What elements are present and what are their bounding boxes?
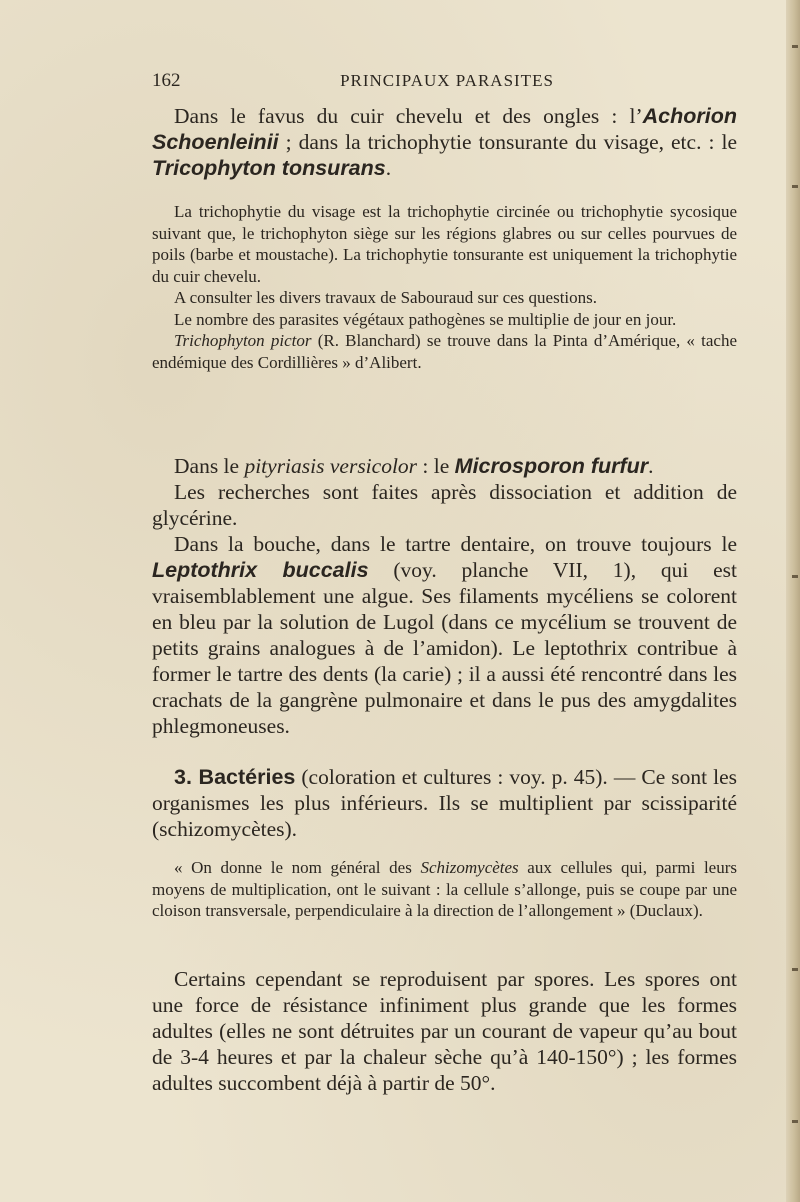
note-paragraph: Trichophyton pictor (R. Blanchard) se trouve dans la Pinta d’Amérique, « tache endémique des Cordillières » d’Alibert.	[152, 331, 737, 372]
duclaux-quote: « On donne le nom général des Schizomycètes aux cellules qui, parmi leurs moyens de multiplication, ont le suivant : la cellule s’allonge, puis se coupe par une cloison transversale, perpendiculaire à la direction de l’allongement » (Duclaux).	[152, 858, 738, 920]
page-edge-mark	[792, 968, 798, 971]
note-paragraph: Le nombre des parasites végétaux pathogènes se multiplie de jour en jour.	[174, 309, 677, 329]
running-title: PRINCIPAUX PARASITES	[340, 71, 554, 90]
page-edge-mark	[792, 1120, 798, 1123]
pityriasis-section: Dans le pityriasis versicolor : le Microsporon furfur. Les recherches sont faites après dissociation et addition de glycérine. Dans la bouche, dans le tartre dentaire, on trouve toujours le Leptothrix buccalis (voy. planche VII, 1), qui est vraisemblablement une algue. Ses filaments mycéliens se colorent en bleu par la solution de Lugol (dans ce mycélium se trouvent de petits grains analogues à de l’amidon). Le leptothrix contribue à former le tartre des dents (la carie) ; il a aussi été rencontré dans les crachats de la gangrène pulmonaire et dans le pus des amygdalites phlegmoneuses.	[152, 454, 738, 738]
page-number: 162	[152, 70, 181, 91]
page-edge-mark	[792, 575, 798, 578]
running-header	[152, 70, 742, 94]
body-paragraph: Les recherches sont faites après dissociation et addition de glycérine.	[152, 480, 737, 530]
spores-paragraph: Certains cependant se reproduisent par spores. Les spores ont une force de résistance infiniment plus grande que les formes adultes (elles ne sont détruites par un courant de vapeur qu’au bout de 3-4 heures et par la chaleur sèche qu’à 140-150°) ; les formes adultes succombent déjà à partir de 50°.	[152, 967, 737, 1095]
section-heading: 3. Bactéries	[174, 765, 296, 789]
bacteries-section: 3. Bactéries (coloration et cultures : voy. p. 45). — Ce sont les organismes les plus inférieurs. Ils se multiplient par scissiparité (schizomycètes).	[152, 765, 738, 841]
leptothrix-name: Leptothrix buccalis	[152, 558, 369, 582]
pityriasis-term: pityriasis versicolor	[244, 454, 418, 478]
microsporon-name: Microsporon furfur	[454, 454, 649, 478]
schizomycetes-term: Schizomycètes	[420, 858, 519, 877]
page-edge-mark	[792, 45, 798, 48]
page-edge	[786, 0, 800, 1202]
page-edge-mark	[792, 185, 798, 188]
tricophyton-name: Tricophyton tonsurans	[152, 156, 386, 180]
favus-paragraph: Dans le favus du cuir chevelu et des ongles : l’Achorion Schoenleinii ; dans la trichophytie tonsurante du visage, etc. : le Tricophyton tonsurans.	[152, 104, 737, 180]
note-paragraph: A consulter les divers travaux de Sabouraud sur ces questions.	[174, 288, 598, 307]
note-paragraph: La trichophytie du visage est la trichophytie circinée ou trichophytie sycosique suivant que, le trichophyton siège sur les régions glabres ou sur celles pourvues de poils (barbe et moustache). La trichophytie tonsurante est uniquement la trichophytie du cuir chevelu.	[152, 202, 737, 286]
achorion-name: Achorion Schoenleinii	[152, 104, 737, 154]
trichophytie-note	[152, 201, 737, 373]
